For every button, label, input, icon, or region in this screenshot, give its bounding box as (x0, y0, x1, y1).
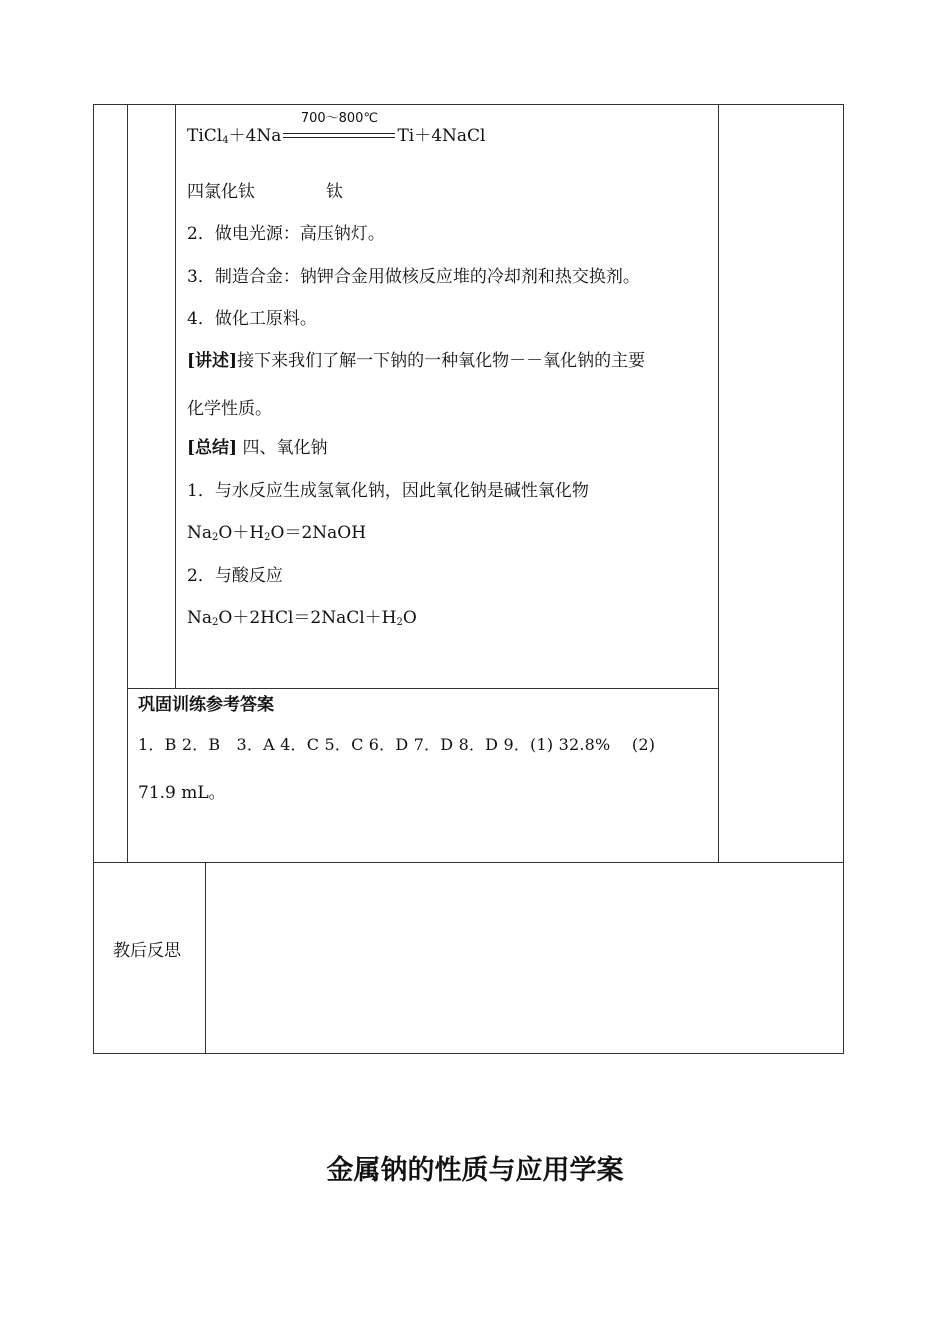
eq2-b-sub: 2 (264, 532, 271, 543)
outer-left-border (93, 104, 94, 1054)
reflection-divider (205, 862, 206, 1054)
summary-tag: [总结] (187, 438, 238, 458)
answers-line-1: 1．B 2．B 3．A 4．C 5．C 6．D 7．D 8．D 9．(1) 32.8% (2) (138, 735, 656, 754)
table-top-border (93, 104, 844, 105)
name-product: 钛 (326, 182, 343, 202)
eq2-b: O＋H (218, 523, 265, 543)
item-water-reaction: 1．与水反应生成氢氧化钠，因此氧化钠是碱性氧化物 (187, 481, 589, 501)
name-reactant: 四氯化钛 (187, 182, 255, 202)
use-chemical: 4．做化工原料。 (187, 309, 317, 329)
eq3-c: O (402, 608, 417, 628)
eq2-a: Na (187, 523, 213, 543)
eq2-a-sub: 2 (212, 532, 219, 543)
answers-line-2: 71.9 mL。 (138, 783, 226, 803)
content-right-border (718, 104, 719, 863)
eq3-b: O＋2HCl＝2NaCl＋H (218, 608, 397, 628)
use-alloy: 3．制造合金：钠钾合金用做核反应堆的冷却剂和热交换剂。 (187, 267, 640, 287)
page-title: 金属钠的性质与应用学案 (326, 1155, 624, 1186)
eq2-c: O＝2NaOH (270, 523, 367, 543)
equation-na2o-hcl (187, 608, 417, 628)
lecture-paragraph (187, 351, 645, 371)
reaction-condition: 700～800℃ (300, 111, 379, 126)
reaction-condition-arrow (283, 111, 395, 143)
equation-na2o-water (187, 523, 366, 543)
eq1-left-rest: ＋4Na (228, 126, 282, 146)
lecture-tag: [讲述] (187, 351, 238, 371)
eq1-left: TiCl (187, 126, 223, 146)
summary-title: 四、氧化钠 (237, 438, 328, 458)
table-bottom-border (93, 1053, 844, 1054)
content-left-border (175, 104, 176, 689)
use-light-source: 2．做电光源：高压钠灯。 (187, 224, 385, 244)
equation-ticl4-na (187, 111, 486, 146)
lecture-line-2: 化学性质。 (187, 399, 272, 419)
lecture-text: 接下来我们了解一下钠的一种氧化物－－氧化钠的主要 (237, 351, 646, 371)
eq3-b-sub: 2 (396, 617, 403, 628)
item-acid-reaction: 2．与酸反应 (187, 566, 283, 586)
answers-title: 巩固训练参考答案 (138, 695, 274, 715)
inner-left-border (127, 104, 128, 863)
answers-top-border (127, 688, 719, 689)
eq3-a: Na (187, 608, 213, 628)
outer-right-border (843, 104, 844, 1054)
summary-heading (187, 438, 328, 458)
reflection-label: 教后反思 (113, 941, 181, 961)
eq1-right: Ti＋4NaCl (397, 126, 486, 146)
eq1-left-sub: 4 (222, 135, 229, 146)
eq3-a-sub: 2 (212, 617, 219, 628)
